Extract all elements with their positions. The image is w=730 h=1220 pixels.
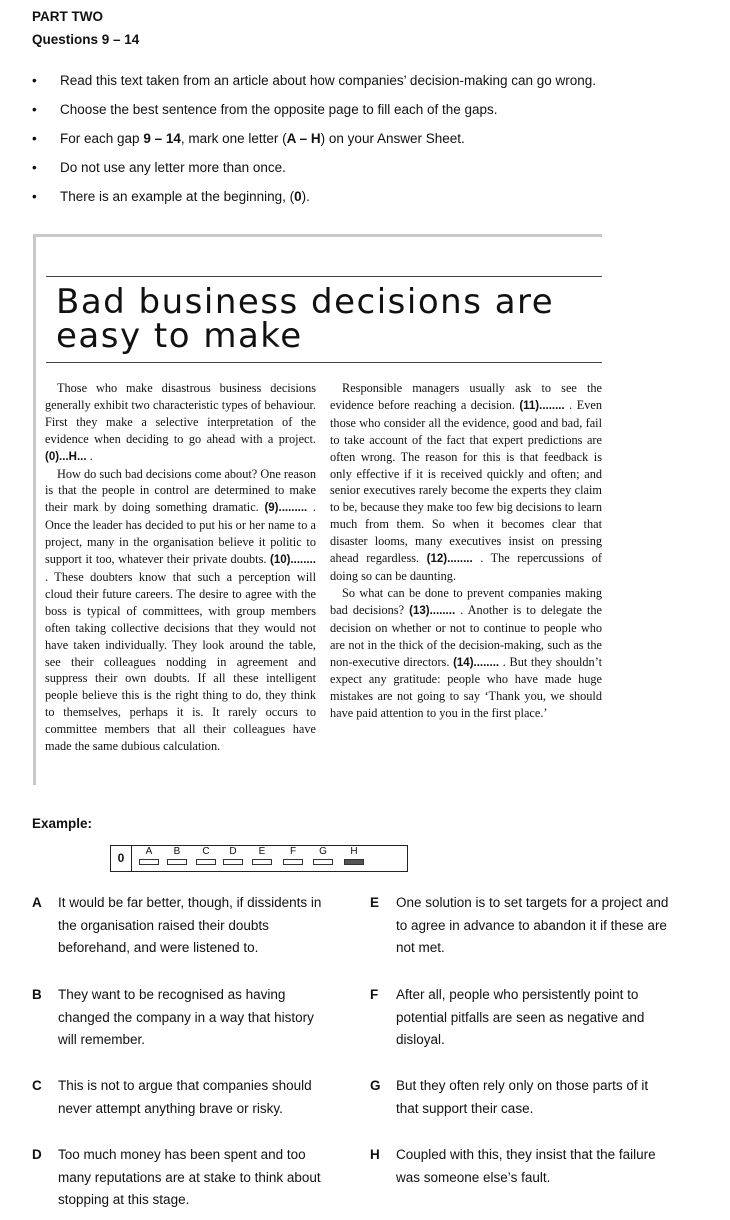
instruction-item: • Read this text taken from an article about how companies’ decision-making can go wrong. [32, 73, 597, 88]
article-title: Bad business decisions are easy to make [56, 282, 555, 356]
article-paragraph: Those who make disastrous business decisions generally exhibit two characteristic types of behaviour. First they make a selective interpretation of the evidence when deciding to go ahead with a project. (0)...H... . [45, 381, 316, 463]
example-option: G [312, 846, 334, 865]
gap-9: (9)......... [264, 502, 308, 515]
article-column-right [330, 380, 602, 722]
article-panel [33, 234, 602, 785]
example-option: F [282, 846, 304, 865]
bullet-icon: • [32, 102, 37, 117]
title-bottom-rule [46, 362, 602, 363]
example-option: C [195, 846, 217, 865]
bullet-icon: • [32, 131, 37, 146]
instruction-item: • There is an example at the beginning, (0). [32, 189, 310, 204]
gap-0: (0)...H... [45, 450, 87, 463]
article-paragraph: Responsible managers usually ask to see the evidence before reaching a decision. (11)........ . Even those who consider all the evidence, good and bad, fail to take account of the fact that expert predictions are often wrong. The reason for this is that feedback is only effective if it is received quickly and often; and senior executives rarely become the experts they claim to be, because they make too few big decisions to learn much from them. So when it becomes clear that disaster looms, many executives insist on pressing ahead regardless. (12)........ . The repercussions of doing so can be daunting. [330, 381, 602, 583]
instruction-item: • Do not use any letter more than once. [32, 160, 286, 175]
example-option: B [166, 846, 188, 865]
gap-11: (11)........ [519, 399, 565, 412]
bullet-icon: • [32, 160, 37, 175]
example-option: D [222, 846, 244, 865]
bullet-icon: • [32, 189, 37, 204]
article-paragraph: How do such bad decisions come about? One reason is that the people in control are determined to make their mark by doing something dramatic. (9)......... . Once the leader has decided to put his or her name to a project, many in the organisation believe it politic to support it too, whatever their private doubts. (10)........ . These doubters know that such a perception will cloud their future careers. The desire to agree with the boss is typical of committees, with group members often taking collective decisions that they would not have taken individually. They look around the table, see their colleagues nodding in agreement and suppress their own doubts. If all these intelligent people believe this is the right thing to do, they think to themselves, perhaps it is. It rarely occurs to committee members that all their colleagues have made the same dubious calculation. [45, 466, 316, 754]
instruction-item: • Choose the best sentence from the opposite page to fill each of the gaps. [32, 102, 498, 117]
gap-14: (14)........ [453, 656, 500, 669]
bullet-icon: • [32, 73, 37, 88]
instructions-list [32, 73, 712, 218]
example-option: A [138, 846, 160, 865]
gap-12: (12)........ [426, 553, 473, 566]
gap-10: (10)........ [269, 554, 316, 567]
article-paragraph: So what can be done to prevent companies making bad decisions? (13)........ . Another is to delegate the decision on whether or not to continue to people who are not in the thick of the decision-making, such as the non-executive directors. (14)........ . But they shouldn’t expect any gratitude: people who have made huge mistakes are not going to say ‘Thank you, we should have paid attention to you in the first place.’ [330, 585, 602, 721]
example-label: Example: [32, 816, 93, 831]
title-top-rule [46, 276, 602, 277]
questions-heading: Questions 9 – 14 [32, 32, 140, 47]
example-option: E [251, 846, 273, 865]
example-option-selected: H [343, 846, 365, 865]
instruction-item: • For each gap 9 – 14, mark one letter (A – H) on your Answer Sheet. [32, 131, 465, 146]
part-heading: PART TWO [32, 9, 103, 24]
example-answer-box [110, 845, 408, 872]
article-column-left [45, 380, 316, 755]
example-number: 0 [111, 846, 132, 871]
gap-13: (13)........ [409, 604, 456, 617]
